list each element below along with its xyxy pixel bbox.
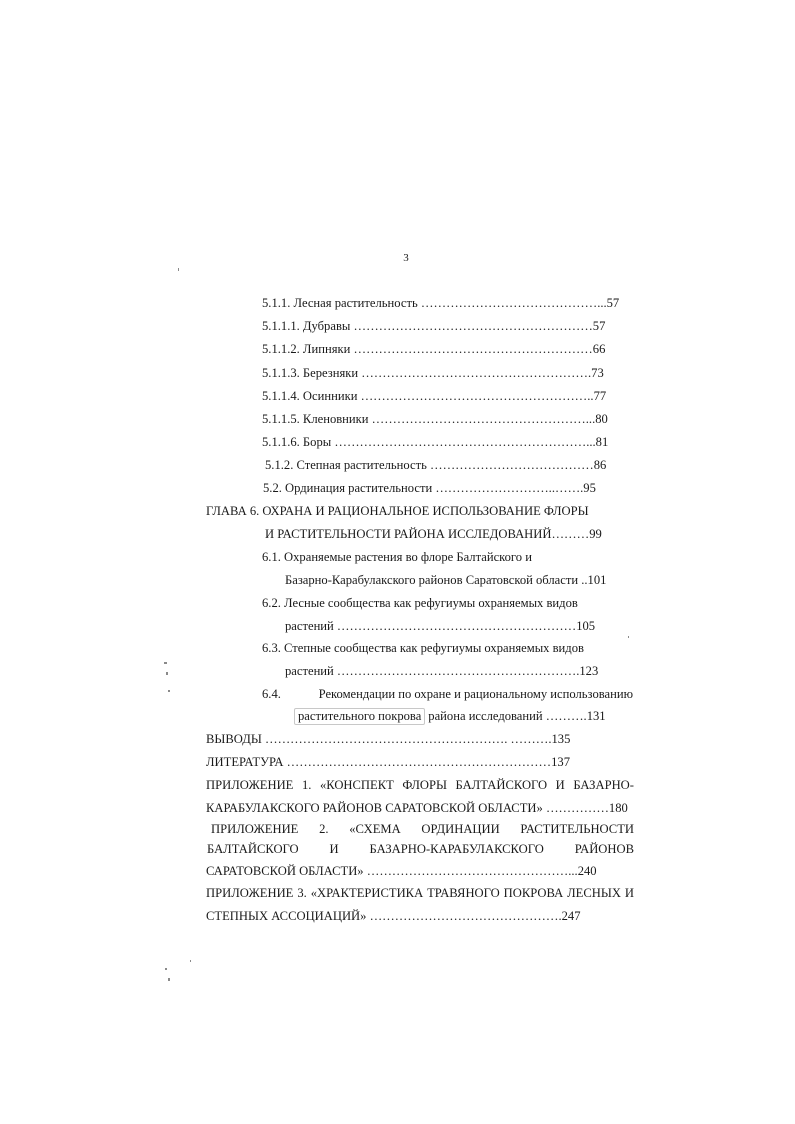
toc-entry: 5.1.1.5. Кленовники ……………………………………………...80 — [262, 412, 608, 426]
word: РАСТИТЕЛЬНОСТИ — [520, 822, 634, 836]
toc-entry: 6.3. Степные сообщества как рефугиумы охраняемых видов — [262, 641, 584, 655]
word: БАЛТАЙСКОГО — [455, 778, 548, 792]
toc-entry: 5.1.1. Лесная растительность ……………………………………...57 — [262, 296, 620, 310]
word: И — [555, 778, 565, 792]
toc-entry: 5.1.1.4. Осинники ………………………………………………..77 — [262, 389, 607, 403]
appendix-2-line-1 — [211, 821, 634, 837]
word: ПРИЛОЖЕНИЕ — [206, 778, 294, 792]
scan-speck — [165, 968, 167, 970]
chapter-heading: ГЛАВА 6. ОХРАНА И РАЦИОНАЛЬНОЕ ИСПОЛЬЗОВАНИЕ ФЛОРЫ — [206, 504, 589, 518]
word: ПОКРОВА — [503, 886, 564, 900]
toc-entry: 6.1. Охраняемые растения во флоре Балтайского и — [262, 550, 532, 564]
appendix-3-line-1 — [206, 885, 634, 901]
appendix-1-line-2: КАРАБУЛАКСКОГО РАЙОНОВ САРАТОВСКОЙ ОБЛАСТИ» ……………180 — [206, 801, 628, 815]
word: «СХЕМА — [349, 822, 401, 836]
toc-entry-cont: растений ………………………………………………….123 — [285, 664, 599, 678]
toc-entry: 5.1.1.6. Боры ……………………………………………………...81 — [262, 435, 609, 449]
appendix-1-line-1 — [206, 777, 634, 793]
toc-entry-cont: растений …………………………………………………105 — [285, 619, 596, 633]
word: И — [329, 842, 339, 856]
word: 2. — [319, 822, 329, 836]
section-title: Рекомендации по охране и рациональному использованию — [318, 687, 633, 701]
word: ЛЕСНЫХ — [567, 886, 621, 900]
word: ФЛОРЫ — [402, 778, 447, 792]
section-number: 6.4. — [262, 687, 281, 701]
word: РАЙОНОВ — [574, 842, 634, 856]
scan-speck — [178, 268, 179, 271]
scan-speck — [628, 636, 629, 638]
toc-entry: 6.2. Лесные сообщества как рефугиумы охраняемых видов — [262, 596, 578, 610]
chapter-heading-cont: И РАСТИТЕЛЬНОСТИ РАЙОНА ИССЛЕДОВАНИЙ………99 — [265, 527, 602, 541]
toc-entry — [262, 686, 633, 702]
toc-entry: 5.1.2. Степная растительность …………………………………86 — [265, 458, 607, 472]
toc-entry: ВЫВОДЫ …………………………………………………. ……….135 — [206, 732, 571, 746]
word: ПРИЛОЖЕНИЕ — [211, 822, 299, 836]
appendix-3-line-2: СТЕПНЫХ АССОЦИАЦИЙ» ……………………………………….247 — [206, 909, 581, 923]
word: ТРАВЯНОГО — [427, 886, 500, 900]
scan-speck — [168, 690, 170, 692]
scan-speck — [168, 978, 170, 981]
toc-entry: 5.2. Ординация растительности ………………………..…….95 — [263, 481, 596, 495]
toc-entry: 5.1.1.1. Дубравы …………………………………………………57 — [262, 319, 606, 333]
word: ОРДИНАЦИИ — [421, 822, 500, 836]
word: БАЗАРНО- — [573, 778, 634, 792]
scan-speck — [166, 672, 168, 675]
word: 1. — [301, 778, 312, 792]
word: И — [624, 886, 634, 900]
word: «КОНСПЕКТ — [319, 778, 394, 792]
toc-entry: ЛИТЕРАТУРА ………………………………………………………137 — [206, 755, 571, 769]
page-number: 3 — [403, 252, 409, 264]
word: «ХРАКТЕРИСТИКА — [310, 886, 424, 900]
scan-speck — [164, 662, 167, 664]
word: ПРИЛОЖЕНИЕ — [206, 886, 294, 900]
word: БАЗАРНО-КАРАБУЛАКСКОГО — [369, 842, 544, 856]
toc-entry-cont: Базарно-Карабулакского районов Саратовской области ..101 — [285, 573, 607, 587]
toc-entry: 5.1.1.3. Березняки ……………………………………………….73 — [262, 366, 604, 380]
toc-entry: 5.1.1.2. Липняки …………………………………………………66 — [262, 342, 606, 356]
toc-entry-cont — [294, 708, 634, 725]
boxed-text: растительного покрова — [294, 708, 425, 725]
section-title-cont: района исследований ……….131 — [428, 709, 606, 723]
word: БАЛТАЙСКОГО — [207, 842, 299, 856]
appendix-2-line-3: САРАТОВСКОЙ ОБЛАСТИ» …………………………………………...240 — [206, 864, 597, 878]
appendix-2-line-2 — [207, 841, 634, 857]
scan-speck — [190, 960, 191, 962]
word: 3. — [297, 886, 307, 900]
